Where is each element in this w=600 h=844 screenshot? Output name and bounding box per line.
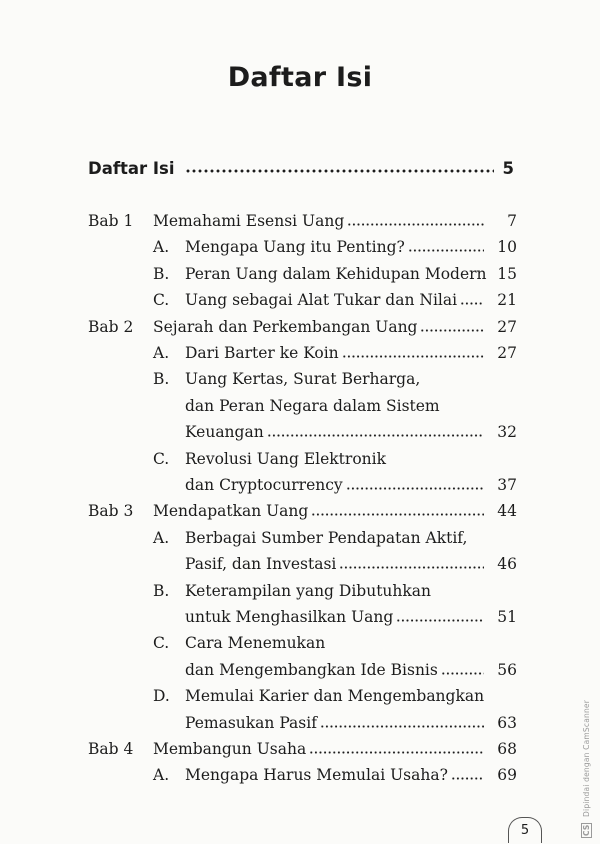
toc-entry-title: Uang Kertas, Surat Berharga, xyxy=(185,370,421,389)
dot-leader xyxy=(460,302,484,305)
toc-chapter[interactable] xyxy=(88,205,517,231)
toc-entry-title: Keterampilan yang Dibutuhkan xyxy=(185,581,432,600)
dot-leader xyxy=(451,777,484,780)
toc-entry-page: 46 xyxy=(497,555,517,574)
toc-subsection[interactable] xyxy=(153,284,517,310)
toc-chapter[interactable] xyxy=(88,733,517,759)
toc-entry-page: 21 xyxy=(497,291,517,310)
toc-subsection[interactable] xyxy=(153,231,517,257)
toc-entry-title: Mendapatkan Uang xyxy=(153,502,309,521)
toc-entry-title: Pasif, dan Investasi xyxy=(185,555,337,574)
toc-subsection[interactable] xyxy=(153,759,517,785)
toc-entry-page: 27 xyxy=(497,317,517,336)
toc-continuation[interactable] xyxy=(185,601,517,627)
section-letter: A. xyxy=(153,344,170,362)
toc-main-page: 5 xyxy=(502,159,514,178)
chapter-number: Bab 1 xyxy=(88,212,134,230)
page-title: Daftar Isi xyxy=(227,62,373,93)
toc-subsection xyxy=(153,575,517,601)
toc-subsection xyxy=(153,363,517,389)
toc-entry-page: 56 xyxy=(497,660,517,679)
toc-entry-page: 68 xyxy=(497,740,517,758)
toc-entry-page: 27 xyxy=(497,344,517,362)
toc-entry-title: Mengapa Uang itu Penting? xyxy=(185,238,405,257)
section-letter: A. xyxy=(153,766,170,785)
dot-leader xyxy=(346,487,484,490)
camscanner-logo-icon: CS xyxy=(582,824,591,836)
toc-subsection xyxy=(153,680,517,706)
section-letter: A. xyxy=(153,238,170,257)
dot-leader xyxy=(309,751,484,754)
toc-entry-page: 51 xyxy=(497,608,517,626)
toc-subsection xyxy=(153,522,517,548)
toc-subsection[interactable] xyxy=(153,258,517,284)
toc-entry-title: Dari Barter ke Koin xyxy=(185,344,339,362)
toc-chapter[interactable] xyxy=(88,495,517,521)
toc-entry-title: Mengapa Harus Memulai Usaha? xyxy=(185,766,448,785)
dot-leader xyxy=(185,169,494,173)
toc-subsection[interactable] xyxy=(153,337,517,363)
dot-leader xyxy=(396,619,484,622)
section-letter: C. xyxy=(153,634,170,653)
page-number: 5 xyxy=(508,817,542,843)
toc-entry-page: 69 xyxy=(497,766,517,785)
section-letter: A. xyxy=(153,528,170,547)
toc-main-label: Daftar Isi xyxy=(88,159,175,178)
toc-continuation[interactable] xyxy=(185,469,517,495)
section-letter: B. xyxy=(153,370,170,389)
section-letter: C. xyxy=(153,291,170,310)
toc-entry-title: Memulai Karier dan Mengembangkan xyxy=(185,687,485,706)
dot-leader xyxy=(320,725,484,728)
toc-main-entry[interactable] xyxy=(88,148,514,178)
dot-leader xyxy=(347,223,484,226)
toc-subsection xyxy=(153,443,517,469)
toc-entry-page: 44 xyxy=(497,502,517,521)
toc-entry-title: Berbagai Sumber Pendapatan Aktif, xyxy=(185,528,468,547)
toc-chapter[interactable] xyxy=(88,311,517,337)
toc-continuation xyxy=(185,390,517,416)
toc-entry-title: dan Cryptocurrency xyxy=(185,476,343,494)
toc-continuation[interactable] xyxy=(185,416,517,442)
dot-leader xyxy=(420,329,484,332)
toc-entry-page: 7 xyxy=(507,212,517,230)
dot-leader xyxy=(311,513,484,516)
dot-leader xyxy=(408,249,484,252)
toc-entry-title: dan Peran Negara dalam Sistem xyxy=(185,396,440,415)
toc-entry-page: 32 xyxy=(497,423,517,442)
dot-leader xyxy=(267,434,484,437)
toc-entry-title: Uang sebagai Alat Tukar dan Nilai xyxy=(185,291,458,310)
toc-continuation[interactable] xyxy=(185,707,517,733)
dot-leader xyxy=(339,566,484,569)
dot-leader xyxy=(441,672,484,675)
toc-entry-title: Revolusi Uang Elektronik xyxy=(185,449,386,468)
toc-subsection xyxy=(153,627,517,653)
dot-leader xyxy=(342,355,484,358)
toc-entry-page: 15 xyxy=(497,264,517,283)
watermark-text: Dipindai dengan CamScanner xyxy=(582,700,591,817)
toc-entry-title: Cara Menemukan xyxy=(185,634,326,653)
toc-entry-page: 63 xyxy=(497,713,517,732)
toc-entry-title: untuk Menghasilkan Uang xyxy=(185,608,394,626)
toc-entry-page: 37 xyxy=(497,476,517,494)
toc-continuation[interactable] xyxy=(185,548,517,574)
toc-entry-title: Memahami Esensi Uang xyxy=(153,212,345,230)
section-letter: D. xyxy=(153,687,170,706)
toc-entry-title: dan Mengembangkan Ide Bisnis xyxy=(185,660,438,679)
section-letter: B. xyxy=(153,264,170,283)
toc-continuation[interactable] xyxy=(185,654,517,680)
toc-entry-title: Membangun Usaha xyxy=(153,740,307,758)
chapter-number: Bab 3 xyxy=(88,502,134,521)
toc-entry-page: 10 xyxy=(497,238,517,257)
section-letter: B. xyxy=(153,581,170,600)
toc-entry-title: Peran Uang dalam Kehidupan Modern xyxy=(185,264,487,283)
chapter-number: Bab 2 xyxy=(88,317,134,336)
toc-entry-title: Sejarah dan Perkembangan Uang xyxy=(153,317,418,336)
toc-entry-title: Keuangan xyxy=(185,423,264,442)
toc-entry-title: Pemasukan Pasif xyxy=(185,713,317,732)
chapter-number: Bab 4 xyxy=(88,740,134,758)
camscanner-watermark xyxy=(581,700,592,838)
section-letter: C. xyxy=(153,449,170,468)
